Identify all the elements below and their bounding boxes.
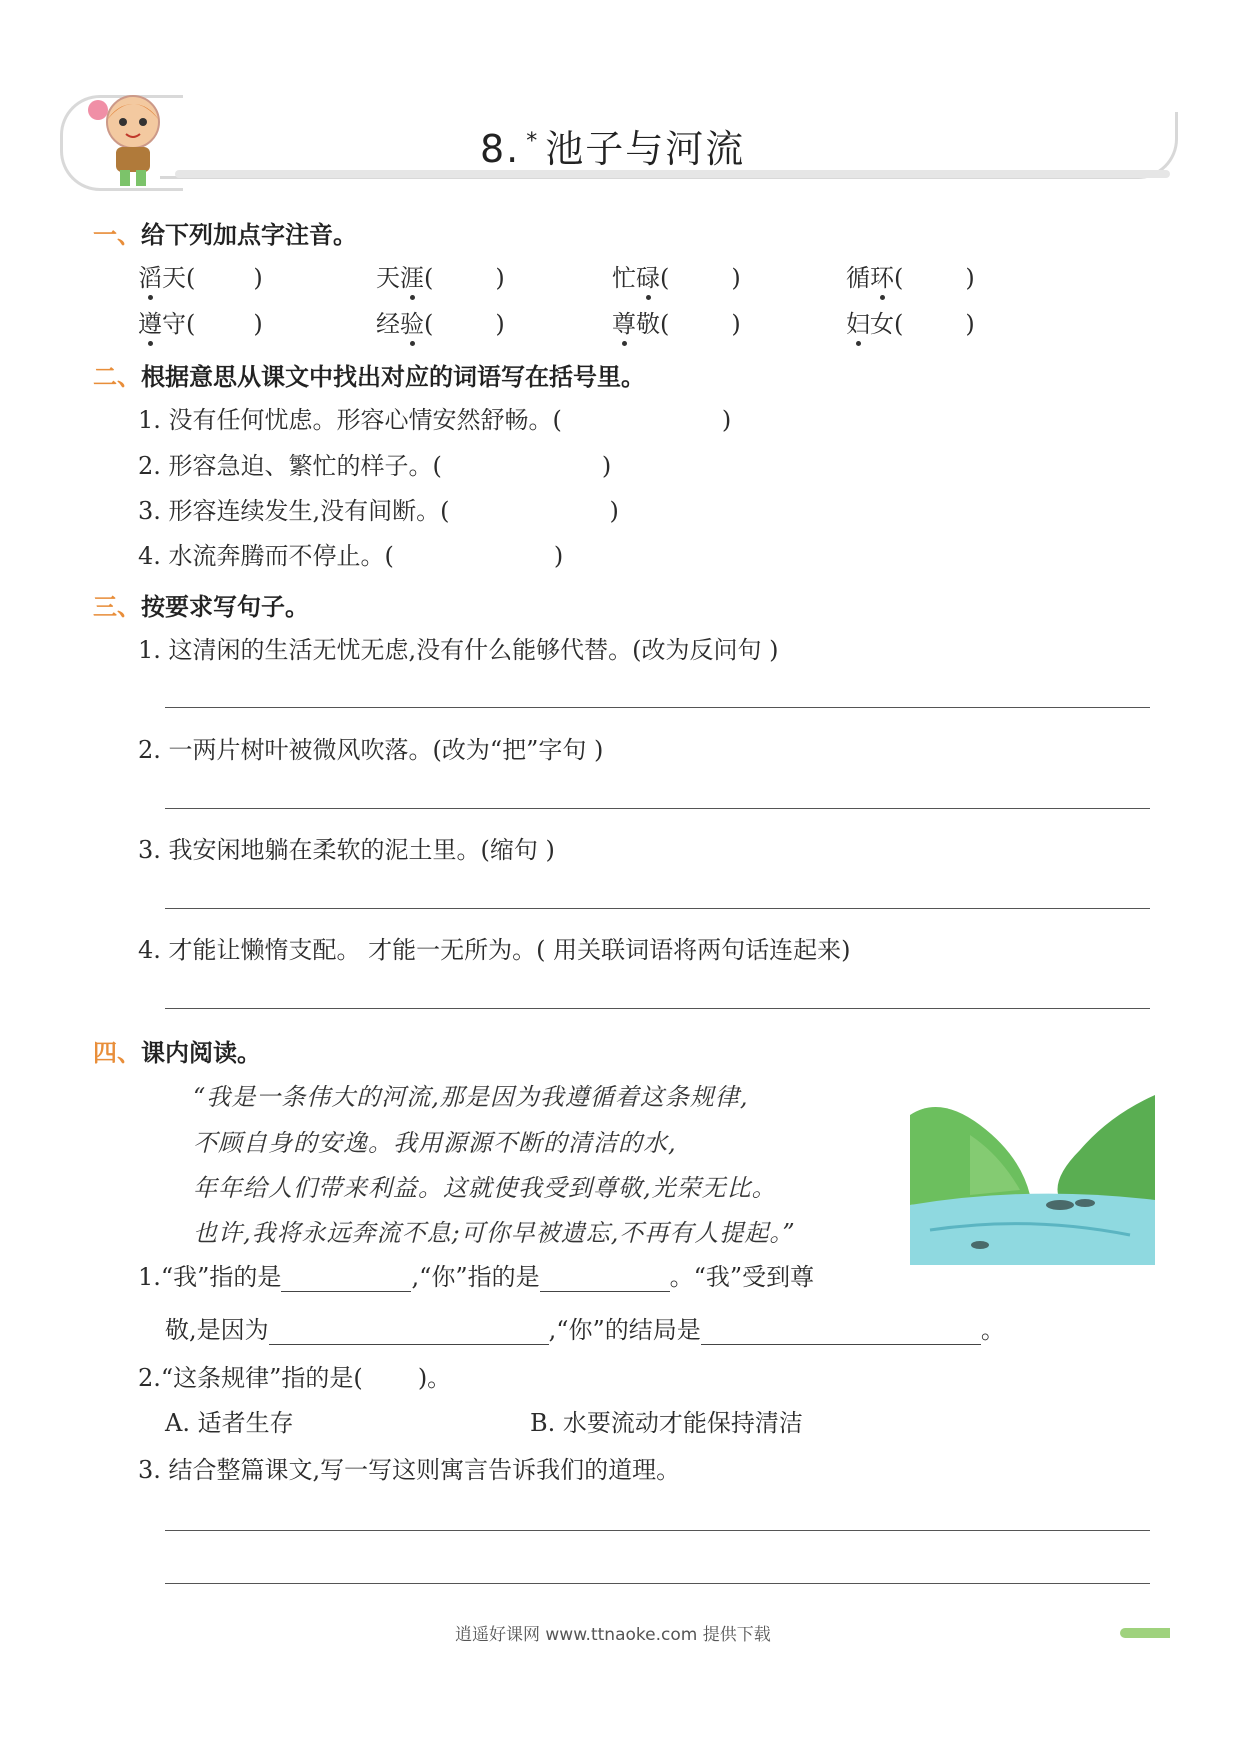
page-corner-tab [1120, 1628, 1170, 1638]
rewrite-item: 1. 这清闲的生活无忧无虑,没有什么能够代替。(改为反问句 ) [138, 636, 779, 664]
reading-passage-line: 年年给人们带来利益。这就使我受到尊敬,光荣无比。 [193, 1174, 777, 1202]
reading-question-1-cont: 敬,是因为 ,“你”的结局是 。 [165, 1316, 1005, 1344]
title-star: * [526, 129, 540, 155]
definition-item: 1. 没有任何忧虑。形容心情安然舒畅。( ) [138, 406, 732, 434]
rewrite-item: 2. 一两片树叶被微风吹落。(改为“把”字句 ) [138, 736, 604, 764]
mascot-illustration [78, 92, 188, 187]
definition-item: 3. 形容连续发生,没有间断。( ) [138, 497, 619, 525]
answer-line[interactable] [165, 808, 1150, 809]
blank[interactable] [269, 1322, 549, 1345]
page-title [480, 118, 745, 173]
reading-question-1: 1.“我”指的是 ,“你”指的是 。“我”受到尊 [138, 1263, 815, 1291]
answer-line[interactable] [165, 707, 1150, 708]
definition-item: 2. 形容急迫、繁忙的样子。( ) [138, 452, 612, 480]
blank[interactable] [540, 1269, 670, 1292]
blank[interactable] [701, 1322, 981, 1345]
section-3-heading: 三、按要求写句子。 [93, 593, 309, 621]
section-4-heading: 四、课内阅读。 [93, 1039, 261, 1067]
pinyin-item: 经验( ) [376, 310, 505, 338]
pinyin-item: 尊敬( ) [612, 310, 741, 338]
title-text: 池子与河流 [545, 127, 746, 171]
answer-line[interactable] [165, 908, 1150, 909]
answer-line[interactable] [165, 1530, 1150, 1531]
footer-watermark: 逍遥好课网 www.ttnaoke.com 提供下载 [455, 1625, 771, 1645]
river-illustration [910, 1095, 1155, 1265]
pinyin-item: 忙碌( ) [612, 264, 741, 292]
reading-passage-line: 也许,我将永远奔流不息;可你早被遗忘,不再有人提起。” [193, 1219, 796, 1247]
blank[interactable] [281, 1269, 411, 1292]
reading-question-2: 2.“这条规律”指的是( )。 [138, 1364, 452, 1392]
pinyin-item: 滔天( ) [138, 264, 263, 292]
pinyin-item: 遵守( ) [138, 310, 263, 338]
rewrite-item: 4. 才能让懒惰支配。 才能一无所为。( 用关联词语将两句话连起来) [138, 936, 851, 964]
reading-question-3: 3. 结合整篇课文,写一写这则寓言告诉我们的道理。 [138, 1456, 681, 1484]
definition-item: 4. 水流奔腾而不停止。( ) [138, 542, 564, 570]
answer-line[interactable] [165, 1008, 1150, 1009]
pinyin-item: 妇女( ) [846, 310, 975, 338]
reading-passage-line: “我是一条伟大的河流,那是因为我遵循着这条规律, [193, 1083, 749, 1111]
title-number: 8. [480, 127, 521, 171]
pinyin-item: 循环( ) [846, 264, 975, 292]
reading-passage-line: 不顾自身的安逸。我用源源不断的清洁的水, [193, 1129, 677, 1157]
section-2-heading: 二、根据意思从课文中找出对应的词语写在括号里。 [93, 363, 645, 391]
option-a[interactable]: A. 适者生存 [165, 1409, 294, 1437]
answer-line[interactable] [165, 1583, 1150, 1584]
section-1-heading: 一、给下列加点字注音。 [93, 221, 357, 249]
pinyin-item: 天涯( ) [376, 264, 505, 292]
rewrite-item: 3. 我安闲地躺在柔软的泥土里。(缩句 ) [138, 836, 555, 864]
option-b[interactable]: B. 水要流动才能保持清洁 [530, 1409, 803, 1437]
